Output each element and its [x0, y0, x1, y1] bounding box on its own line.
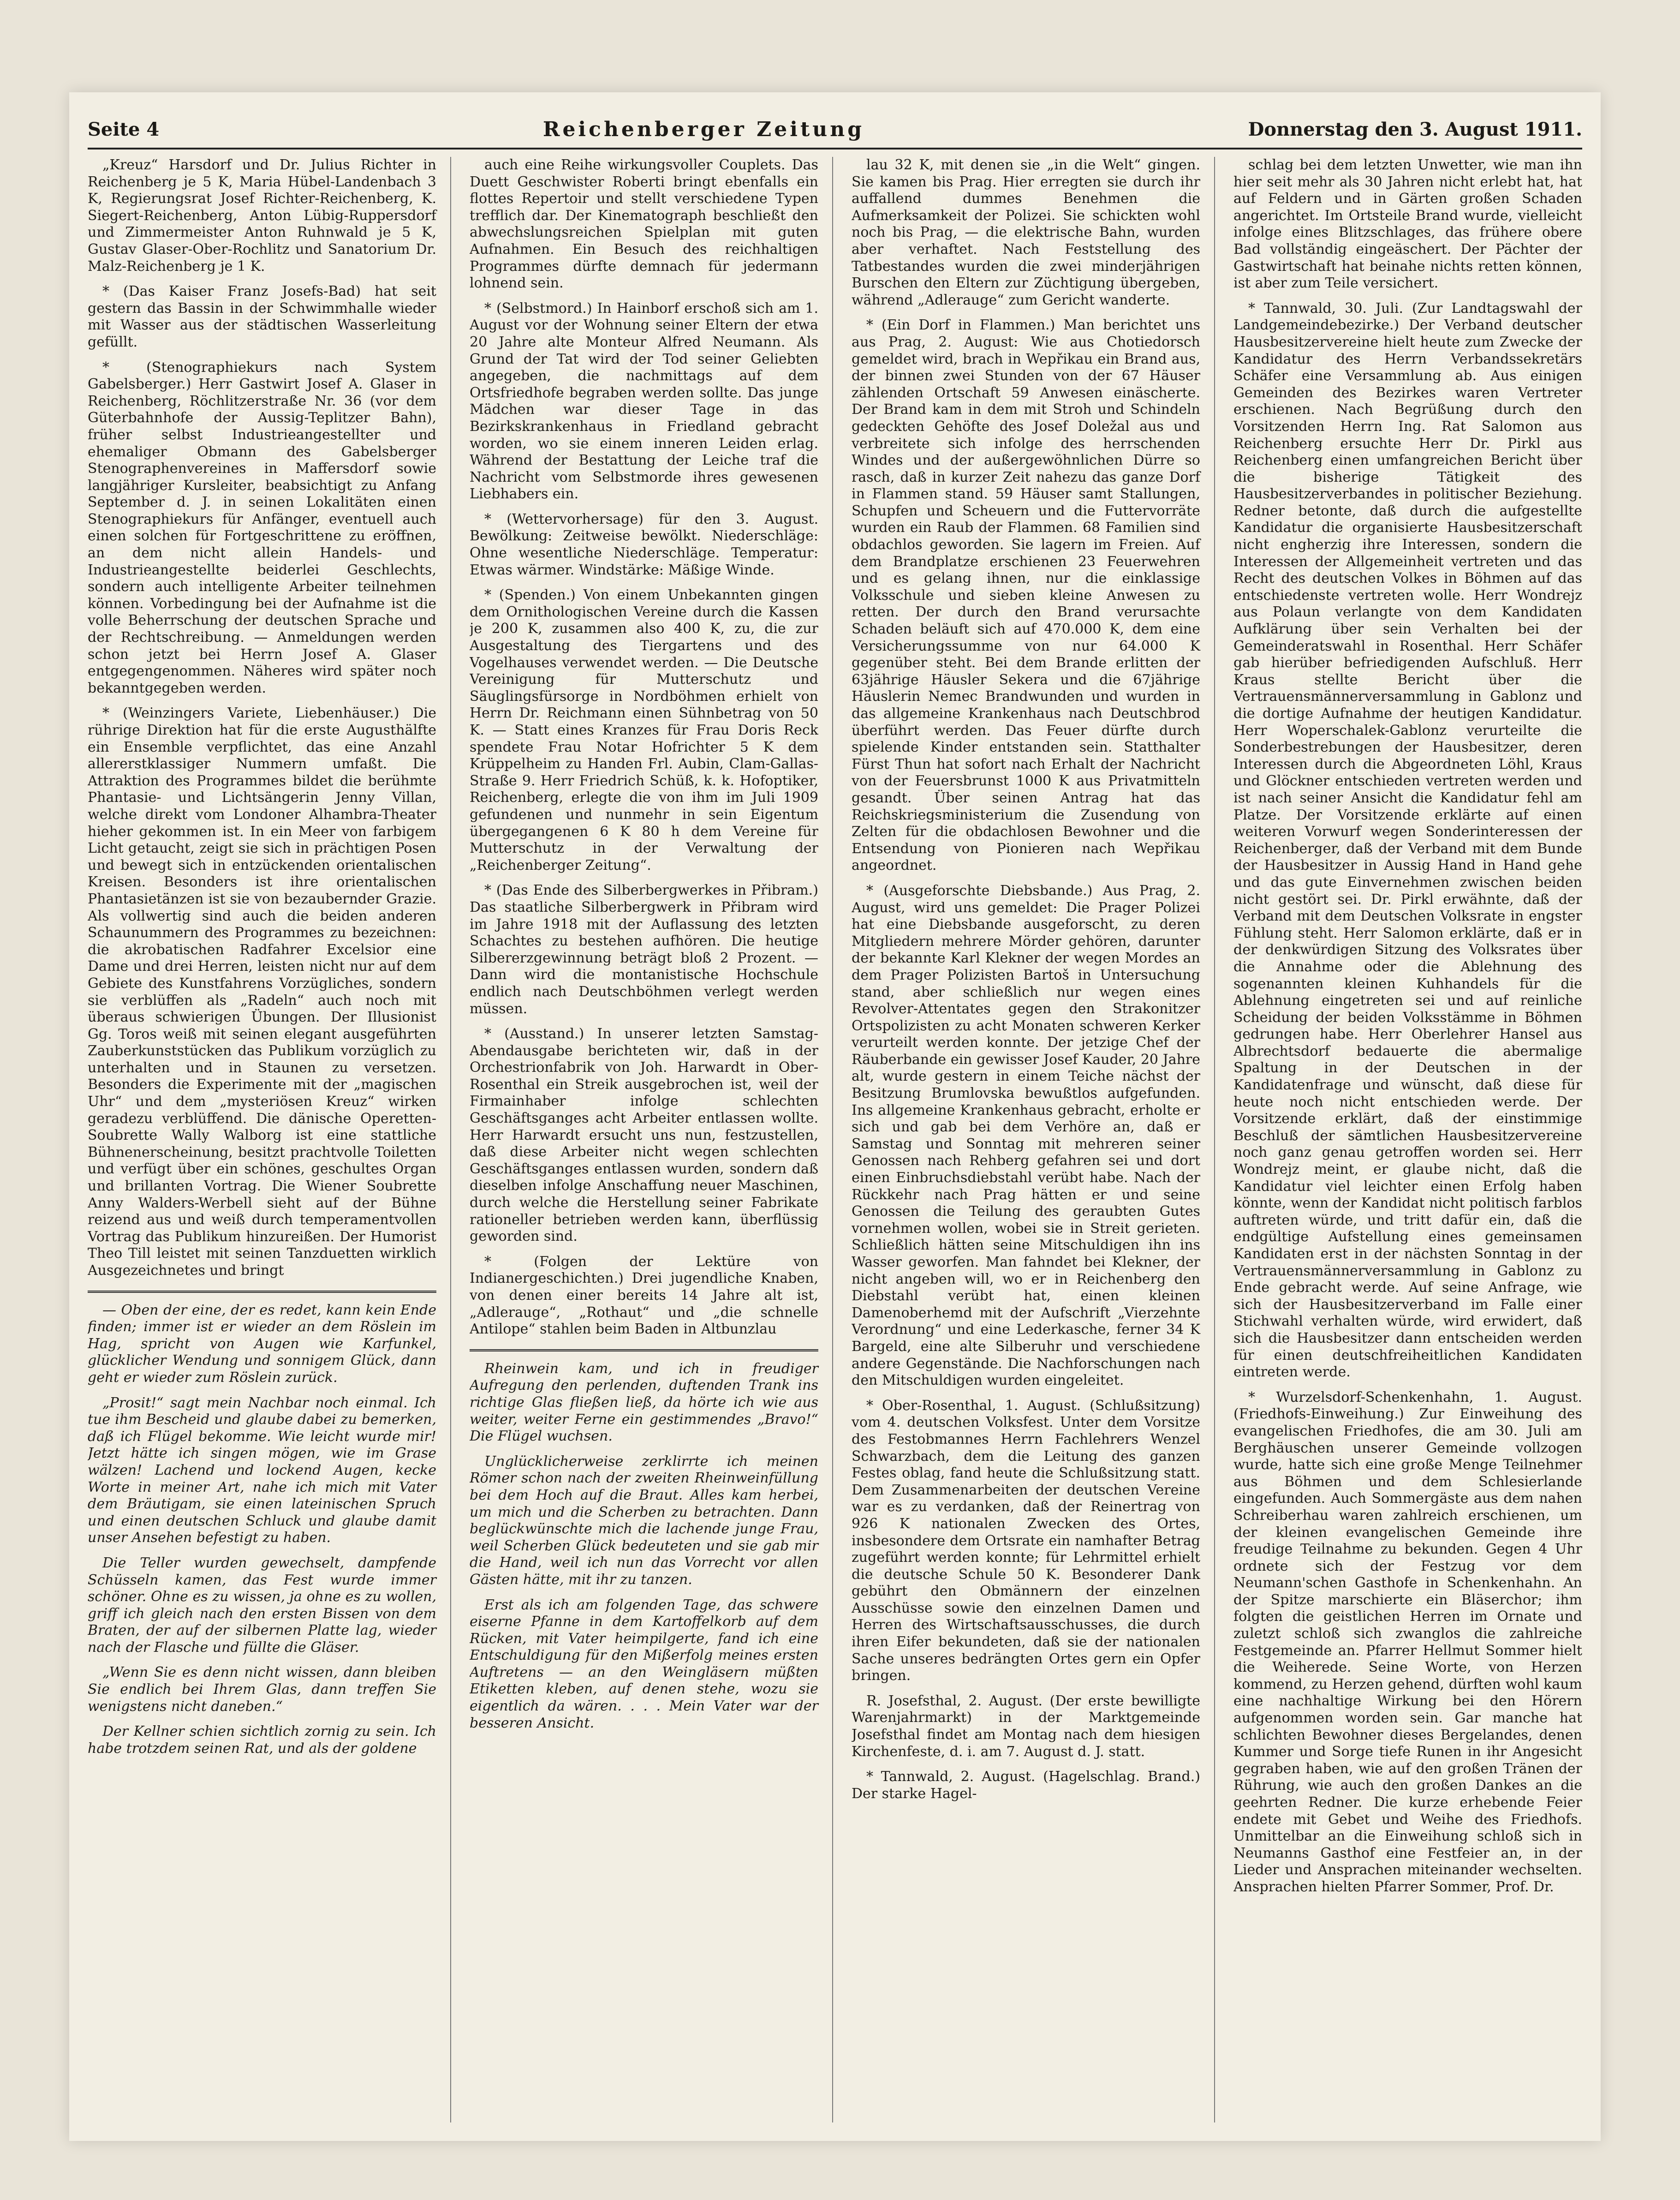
feuilleton-paragraph: Der Kellner schien sichtlich zornig zu sein. Ich habe trotzdem seinen Rat, und als der goldene	[88, 1723, 436, 1757]
column-1	[88, 157, 451, 2122]
feuilleton-paragraph: — Oben der eine, der es redet, kann kein Ende finden; immer ist er wieder an dem Röslein im Hag, spricht von Augen wie Karfunkel, glücklicher Wendung und sonnigem Glück, dann geht er wieder zum Röslein zurück.	[88, 1302, 436, 1386]
article-paragraph: * (Ausstand.) In unserer letzten Samstag-Abendausgabe berichteten wir, daß in der Orchestrionfabrik von Joh. Harwardt in Ober-Rosenthal ein Streik ausgebrochen ist, weil der Firmainhaber infolge schlechten Geschäftsganges acht Arbeiter entlassen wollte. Herr Harwardt ersucht uns nun, festzustellen, daß diese Arbeiter nicht wegen schlechten Geschäftsganges entlassen wurden, sondern daß dieselben infolge Anschaffung neuer Maschinen, durch welche die Herstellung seiner Fabrikate rationeller betrieben werden kann, überflüssig geworden sind.	[470, 1026, 818, 1245]
article-paragraph: lau 32 K, mit denen sie „in die Welt“ gingen. Sie kamen bis Prag. Hier erregten sie durch ihr auffallend dummes Benehmen die Aufmerksamkeit der Polizei. Sie schickten wohl noch bis Prag, — die elektrische Bahn, wurden aber verhaftet. Nach Feststellung des Tatbestandes wurden die zwei minderjährigen Burschen den Eltern zur Züchtigung übergeben, während „Adlerauge“ zum Gericht wanderte.	[852, 157, 1200, 308]
newspaper-page	[69, 92, 1601, 2141]
feuilleton-divider	[470, 1349, 818, 1351]
article-paragraph: * Ober-Rosenthal, 1. August. (Schlußsitzung) vom 4. deutschen Volksfest. Unter dem Vorsitze des Festobmannes Herrn Fachlehrers Wenzel Schwarzbach, dem die Leitung des ganzen Festes oblag, fand heute die Schlußsitzung statt. Dem Zusammenarbeiten der deutschen Vereine war es zu verdanken, daß der Reinertrag von 926 K nationalen Zwecken des Ortes, insbesondere dem Ortsrate ein namhafter Betrag zugeführt werden konnte; für Lehrmittel erhielt die deutsche Schule 50 K. Besonderer Dank gebührt den Obmännern der einzelnen Ausschüsse sowie den einzelnen Damen und Herren des Wirtschaftsausschusses, die durch ihren Eifer bekundeten, daß sie der nationalen Sache unseres bedrängten Ortes gern ein Opfer bringen.	[852, 1397, 1200, 1684]
feuilleton-paragraph: „Prosit!“ sagt mein Nachbar noch einmal. Ich tue ihm Bescheid und glaube dabei zu bemerken, daß ich Flügel bekomme. Wie leicht wurde mir! Jetzt hätte ich singen mögen, wie im Grase wälzen! Lachend und lockend Augen, kecke Worte in meiner Art, nahe ich mich mit Vater dem Bräutigam, sie einen lateinischen Spruch und einen deutschen Schluck und glaube damit unser Ansehen befestigt zu haben.	[88, 1394, 436, 1546]
article-paragraph: * (Ein Dorf in Flammen.) Man berichtet uns aus Prag, 2. August: Wie aus Chotiedorsch gemeldet wird, brach in Wepřikau ein Brand aus, der binnen zwei Stunden von der 67 Häuser zählenden Ortschaft 59 Anwesen einäscherte. Der Brand kam in dem mit Stroh und Schindeln gedeckten Gehöfte des Josef Doležal aus und verbreitete sich infolge des herrschenden Windes und der außergewöhnlichen Dürre so rasch, daß in kurzer Zeit nahezu das ganze Dorf in Flammen stand. 59 Häuser samt Stallungen, Schupfen und Scheuern und die Futtervorräte wurden ein Raub der Flammen. 68 Familien sind obdachlos geworden. Sie lagern im Freien. Auf dem Brandplatze erschienen 23 Feuerwehren und es gelang ihnen, nur die einklassige Volksschule und sieben kleine Anwesen zu retten. Der durch den Brand verursachte Schaden beläuft sich auf 470.000 K, dem eine Versicherungssumme von nur 64.000 K gegenüber steht. Bei dem Brande erlitten der 63jährige Häusler Sekera und die 67jährige Häuslerin Nemec Brandwunden und wurden in das allgemeine Krankenhaus nach Deutschbrod überführt werden. Das Feuer dürfte durch spielende Kinder entstanden sein. Statthalter Fürst Thun hat sofort nach Erhalt der Nachricht von der Feuersbrunst 1000 K aus Privatmitteln gesandt. Über seinen Antrag hat das Reichskriegsministerium die Zusendung von Zelten für die obdachlosen Bewohner und die Entsendung von Pionieren nach Wepřikau angeordnet.	[852, 317, 1200, 874]
article-paragraph: * (Weinzingers Variete, Liebenhäuser.) Die rührige Direktion hat für die erste Augusthälfte ein Ensemble verpflichtet, das eine Anzahl allererstklassiger Nummern umfaßt. Die Attraktion des Programmes bildet die berühmte Phantasie- und Lichtsängerin Jenny Villan, welche direkt vom Londoner Alhambra-Theater hieher gekommen ist. In ein Meer von farbigem Licht getaucht, zeigt sie sich in prächtigen Posen und bewegt sich in entzückenden orientalischen Kreisen. Besonders ist ihre orientalischen Phantasietänzen ist sie von bezaubernder Grazie. Als vollwertig sind auch die beiden anderen Schaunummern des Programmes zu bezeichnen: die akrobatischen Radfahrer Excelsior eine Dame und drei Herren, leisten nicht nur auf dem Gebiete des Kunstfahrens Vorzügliches, sondern sie verblüffen als „Radeln“ auch noch mit überaus schwierigen Übungen. Der Illusionist Gg. Toros weiß mit seinen elegant ausgeführten Zauberkunststücken das Publikum vorzüglich zu unterhalten und in Staunen zu versetzen. Besonders die Experimente mit der „magischen Uhr“ und dem „mysteriösen Kreuz“ wirken geradezu verblüffend. Die dänische Operetten-Soubrette Wally Walborg ist eine stattliche Bühnenerscheinung, besitzt prachtvolle Toiletten und verfügt über ein schönes, geschultes Organ und brillanten Vortrag. Die Wiener Soubrette Anny Walders-Werbell sieht auf der Bühne reizend aus und weiß durch temperamentvollen Vortrag das Publikum hinzureißen. Der Humorist Theo Till leistet mit seinen Tanzduetten wirklich Ausgezeichnetes und bringt	[88, 705, 436, 1279]
article-paragraph: * (Ausgeforschte Diebsbande.) Aus Prag, 2. August, wird uns gemeldet: Die Prager Polizei hat eine Diebsbande ausgeforscht, zu deren Mitgliedern mehrere Mörder gehören, darunter der bekannte Karl Klekner der wegen Mordes an dem Prager Polizisten Bartoš in Untersuchung stand, aber schließlich nur wegen eines Revolver-Attentates gegen den Strakonitzer Ortspolizisten zu acht Monaten schweren Kerker verurteilt werden konnte. Der jetzige Chef der Räuberbande ein gewisser Josef Kauder, 20 Jahre alt, wurde gestern in einem Teiche nächst der Besitzung Brumlovska bewußtlos aufgefunden. Ins allgemeine Krankenhaus gebracht, erholte er sich und gab bei dem Verhöre an, daß er Samstag und Sonntag mit mehreren seiner Genossen nach Rehberg gefahren sei und dort einen Einbruchsdiebstahl verübt habe. Nach der Rückkehr nach Prag hätten er und seine Genossen die Teilung des geraubten Gutes vornehmen wollen, wobei sie in Streit gerieten. Schließlich hätten seine Mitschuldigen ihn ins Wasser geworfen. Man fahndet bei Klekner, der nicht angeben will, wo er in Reichenberg den Diebstahl verübt hat, einen kleinen Damenoberhemd mit der Aufschrift „Vierzehnte Verordnung“ und eine Lederkasche, ferner 34 K Bargeld, eine alte Silberuhr und verschiedene andere Gegenstände. Die Nachforschungen nach den Mitschuldigen wurden eingeleitet.	[852, 882, 1200, 1389]
column-3	[852, 157, 1215, 2122]
article-paragraph: * (Das Ende des Silberbergwerkes in Přibram.) Das staatliche Silberbergwerk in Přibram wird im Jahre 1918 mit der Auflassung des letzten Schachtes zu bestehen aufhören. Die heutige Silbererzgewinnung beträgt bloß 2 Prozent. — Dann wird die montanistische Hochschule endlich nach Deutschböhmen verlegt werden müssen.	[470, 882, 818, 1017]
article-paragraph: * Wurzelsdorf-Schenkenhahn, 1. August. (Friedhofs-Einweihung.) Zur Einweihung des evangelischen Friedhofes, die am 30. Juli am Berghäuschen unserer Gemeinde vollzogen wurde, hatte sich eine große Menge Teilnehmer aus Böhmen und dem Schlesierlande eingefunden. Auch Sommergäste aus dem nahen Schreiberhau waren zahlreich erschienen, um der kleinen evangelischen Gemeinde ihre freudige Teilnahme zu bekunden. Gegen 4 Uhr ordnete sich der Festzug vor dem Neumann'schen Gasthofe in Schenkenhahn. An der Spitze marschierte ein Bläserchor; ihm folgten die geistlichen Herren im Ornate und zuletzt schloß sich zwanglos die zahlreiche Festgemeinde an. Pfarrer Hellmut Sommer hielt die Weiherede. Seine Worte, von Herzen kommend, zu Herzen gehend, dürften wohl kaum eine nachhaltige Wirkung bei den Hörern aufgenommen worden sein. Gar manche hat schlichten Bewohner dieses Bergelandes, denen Kummer und Sorge tiefe Runen in ihr Angesicht gegraben haben, wie auf den großen Tränen der Rührung, wie auch den großen Dankes an die geehrten Redner. Die kurze erhebende Feier endete mit Gebet und Weihe des Friedhofs. Unmittelbar an die Einweihung schloß sich in Neumanns Gasthof eine Festfeier an, in der Lieder und Ansprachen miteinander wechselten. Ansprachen hielten Pfarrer Sommer, Prof. Dr.	[1233, 1389, 1582, 1895]
article-paragraph: * (Wettervorhersage) für den 3. August. Bewölkung: Zeitweise bewölkt. Niederschläge: Ohne wesentliche Niederschläge. Temperatur: Etwas wärmer. Windstärke: Mäßige Winde.	[470, 511, 818, 578]
column-2	[470, 157, 833, 2122]
article-paragraph: * (Folgen der Lektüre von Indianergeschichten.) Drei jugendliche Knaben, von denen einer bereits 14 Jahre alt ist, „Adlerauge“, „Rothaut“ und „die schnelle Antilope“ stahlen beim Baden in Altbunzlau	[470, 1253, 818, 1338]
feuilleton-paragraph: Unglücklicherweise zerklirrte ich meinen Römer schon nach der zweiten Rheinweinfüllung bei dem Hoch auf die Braut. Alles kam herbei, um mich und die Scherben zu betrachten. Dann beglückwünschte mich die lachende junge Frau, weil Scherben Glück bedeuteten und sie gab mir die Hand, weil ich nun das Vorrecht vor allen Gästen hätte, mit ihr zu tanzen.	[470, 1453, 818, 1588]
article-paragraph: * (Stenographiekurs nach System Gabelsberger.) Herr Gastwirt Josef A. Glaser in Reichenberg, Röchlitzerstraße Nr. 36 (vor dem Güterbahnhofe der Aussig-Teplitzer Bahn), früher selbst Industrieangestellter und ehemaliger Obmann des Gabelsberger Stenographenvereines in Maffersdorf sowie langjähriger Kursleiter, beabsichtigt zu Anfang September d. J. in seinen Lokalitäten einen Stenographiekurs für Anfänger, eventuell auch einen solchen für Fortgeschrittene zu eröffnen, an dem nicht allein Handels- und Industrieangestellte beiderlei Geschlechts, sondern auch intelligente Arbeiter teilnehmen können. Vorbedingung bei der Aufnahme ist die volle Beherrschung der deutschen Sprache und der Rechtschreibung. — Anmeldungen werden schon jetzt bei Herrn Josef A. Glaser entgegengenommen. Näheres wird später noch bekanntgegeben werden.	[88, 359, 436, 696]
article-paragraph: * (Selbstmord.) In Hainborf erschoß sich am 1. August vor der Wohnung seiner Eltern der etwa 20 Jahre alte Monteur Alfred Neumann. Als Grund der Tat wird der Tod seiner Geliebten angegeben, die nachmittags auf dem Ortsfriedhofe begraben werden sollte. Das junge Mädchen war dieser Tage in das Bezirkskrankenhaus in Friedland gebracht worden, wo sie einem inneren Leiden erlag. Während der Bestattung der Leiche traf die Nachricht vom Selbstmorde ihres gewesenen Liebhabers ein.	[470, 300, 818, 502]
column-4	[1233, 157, 1582, 2122]
article-paragraph: auch eine Reihe wirkungsvoller Couplets. Das Duett Geschwister Roberti bringt ebenfalls ein flottes Repertoir und stellt verschiedene Typen trefflich dar. Der Kinematograph beschließt den abwechslungsreichen Spielplan mit guten Aufnahmen. Ein Besuch des reichhaltigen Programmes dürfte demnach für jedermann lohnend sein.	[470, 157, 818, 292]
article-paragraph: * Tannwald, 30. Juli. (Zur Landtagswahl der Landgemeindebezirke.) Der Verband deutscher Hausbesitzervereine hielt heute zum Zwecke der Kandidatur des Herrn Verbandssekretärs Schäfer eine Versammlung ab. Aus einigen Gemeinden des Bezirkes waren Vertreter erschienen. Nach Begrüßung durch den Vorsitzenden Herrn Ing. Rat Salomon aus Reichenberg ersuchte Herr Dr. Pirkl aus Reichenberg einen umfangreichen Bericht über die bisherige Tätigkeit des Hausbesitzerverbandes in politischer Beziehung. Redner betonte, daß durch die aufgestellte Kandidatur die organisierte Hausbesitzerschaft nicht engherzig ihre Interessen, sondern die Interessen der Allgemeinheit vertreten und das Recht des deutschen Volkes in Böhmen auf das entschiedenste vertreten wolle. Herr Wondrejz aus Polaun verlangte von dem Kandidaten Aufklärung über sein Verhalten bei der Gemeinderatswahl in Rosenthal. Herr Schäfer gab hierüber befriedigenden Aufschluß. Herr Kraus stellte Bericht über die Vertrauensmännerversammlung in Gablonz und die dortige Aufnahme der heutigen Kandidatur. Herr Woperschalek-Gablonz verurteilte die Sonderbestrebungen der Hausbesitzer, deren Interessen durch die Abgeordneten Löhl, Kraus und Glöckner entschieden vertreten werden und ist nach seiner Ansicht die Kandidatur fehl am Platze. Der Vorsitzende erklärte auf einen weiteren Vorwurf wegen Sonderinteressen der Reichenberger, daß der Verband mit dem Bunde der Hausbesitzer in Aussig Hand in Hand gehe und das gute Einvernehmen zwischen beiden nicht gestört sei. Dr. Pirkl erwähnte, daß der Verband mit dem Deutschen Volksrate in engster Fühlung steht. Herr Salomon erklärte, daß er in der denkwürdigen Sitzung des Volksrates über die Annahme oder die Ablehnung des sogenannten kleinen Kuhhandels für die Ablehnung eingetreten sei und auf reinliche Scheidung der beiden Volksstämme in Böhmen gedrungen habe. Herr Oberlehrer Hansel aus Albrechtsdorf bedauerte die abermalige Spaltung in der Deutschen in der Kandidatenfrage und wünscht, daß diese für heute noch nicht entschieden werde. Der Vorsitzende erklärt, daß der einstimmige Beschluß der sämtlichen Hausbesitzervereine noch ganz genau getroffen worden sei. Herr Wondrejz meint, er glaube nicht, daß die Kandidatur viel leichter einen Erfolg haben könnte, wenn der Kandidat nicht politisch farblos auftreten würde, und tritt dafür ein, daß die endgültige Aufstellung eines gemeinsamen Kandidaten erst in der nächsten Sonntag in der Vertrauensmännerversammlung in Gablonz zu Ende gebracht werde. Auf seine Anfrage, wie sich der Hausbesitzerverband im Falle einer Stichwahl verhalten würde, wird erwidert, daß sich die Hausbesitzer dann entscheiden werden für einen deutschfreiheitlichen Kandidaten eintreten werde.	[1233, 300, 1582, 1381]
article-paragraph: „Kreuz“ Harsdorf und Dr. Julius Richter in Reichenberg je 5 K, Maria Hübel-Landenbach 3 K, Regierungsrat Josef Richter-Reichenberg, K. Siegert-Reichenberg, Anton Lübig-Ruppersdorf und Zimmermeister Anton Ruhnwald je 5 K, Gustav Glaser-Ober-Rochlitz und Sanatorium Dr. Malz-Reichenberg je 1 K.	[88, 157, 436, 275]
feuilleton-paragraph: Erst als ich am folgenden Tage, das schwere eiserne Pfanne in dem Kartoffelkorb auf dem Rücken, mit Vater heimpilgerte, fand ich eine Entschuldigung für den Mißerfolg meines ersten Auftretens — an den Weingläsern müßten Etiketten kleben, auf denen stehe, wozu sie eigentlich da wären. . . . Mein Vater war der besseren Ansicht.	[470, 1596, 818, 1731]
page-number: Seite 4	[88, 118, 160, 140]
article-paragraph: * (Spenden.) Von einem Unbekannten gingen dem Ornithologischen Vereine durch die Kassen je 200 K, zusammen also 400 K, zu, die zur Ausgestaltung des Tiergartens und des Vogelhauses verwendet werden. — Die Deutsche Vereinigung für Mutterschutz und Säuglingsfürsorge in Nordböhmen erhielt von Herrn Dr. Reichmann einen Sühnbetrag von 50 K. — Statt eines Kranzes für Frau Doris Reck spendete Frau Notar Hofrichter 5 K dem Krüppelheim zu Handen Frl. Aubin, Clam-Gallas-Straße 9. Herr Friedrich Schüß, k. k. Hofoptiker, Reichenberg, erlegte die von ihm im Juli 1909 gefundenen und nunmehr in sein Eigentum übergegangenen 6 K 80 h dem Vereine für Mutterschutz in der Verwaltung der „Reichenberger Zeitung“.	[470, 587, 818, 873]
article-paragraph: R. Josefsthal, 2. August. (Der erste bewilligte Warenjahrmarkt) in der Marktgemeinde Josefsthal findet am Montag nach dem hiesigen Kirchenfeste, d. i. am 7. August d. J. statt.	[852, 1692, 1200, 1760]
feuilleton-paragraph: „Wenn Sie es denn nicht wissen, dann bleiben Sie endlich bei Ihrem Glas, dann treffen Sie wenigstens nicht daneben.“	[88, 1664, 436, 1715]
article-paragraph: schlag bei dem letzten Unwetter, wie man ihn hier seit mehr als 30 Jahren nicht erlebt hat, hat auf Feldern und in Gärten großen Schaden angerichtet. Im Ortsteile Brand wurde, vielleicht infolge eines Blitzschlages, das frühere obere Bad vollständig eingeäschert. Der Pächter der Gastwirtschaft hat beinahe nichts retten können, ist aber zum Teile versichert.	[1233, 157, 1582, 292]
article-paragraph: * Tannwald, 2. August. (Hagelschlag. Brand.) Der starke Hagel-	[852, 1769, 1200, 1802]
feuilleton-divider	[88, 1291, 436, 1293]
masthead	[88, 111, 1582, 149]
issue-date: Donnerstag den 3. August 1911.	[1248, 118, 1582, 140]
feuilleton-paragraph: Die Teller wurden gewechselt, dampfende Schüsseln kamen, das Fest wurde immer schöner. Ohne es zu wissen, ja ohne es zu wollen, griff ich gleich nach den ersten Bissen von dem Braten, der auf der silbernen Platte lag, wieder nach der Flasche und füllte die Gläser.	[88, 1554, 436, 1656]
article-paragraph: * (Das Kaiser Franz Josefs-Bad) hat seit gestern das Bassin in der Schwimmhalle wieder mit Wasser aus der städtischen Wasserleitung gefüllt.	[88, 283, 436, 350]
feuilleton-paragraph: Rheinwein kam, und ich in freudiger Aufregung den perlenden, duftenden Trank ins richtige Glas fließen ließ, da hörte ich wie aus weiter, weiter Ferne ein gestimmendes „Bravo!“ Die Flügel wuchsen.	[470, 1360, 818, 1445]
columns	[88, 157, 1582, 2122]
newspaper-title: Reichenberger Zeitung	[542, 117, 865, 141]
